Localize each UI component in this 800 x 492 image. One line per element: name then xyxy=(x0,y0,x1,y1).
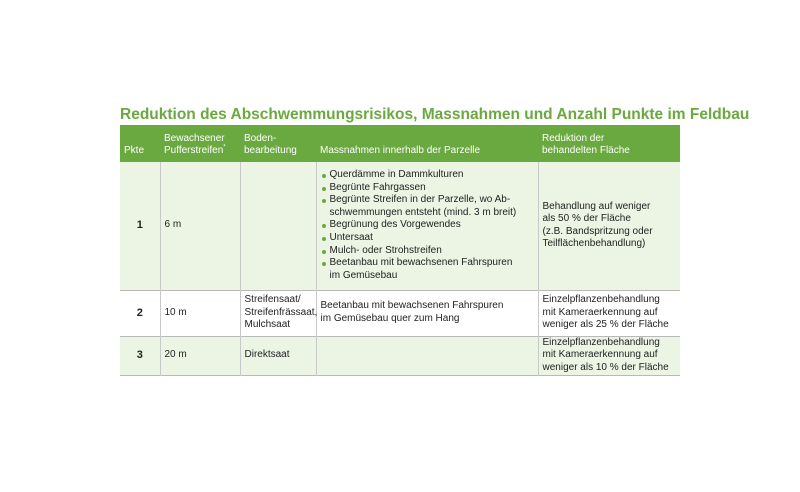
row-reduction: Behandlung auf weniger als 50 % der Fläche (z.B. Bandspritzung oder Teilflächenbehandlung) xyxy=(538,162,680,290)
header-reduction: Reduktion der behandelten Fläche xyxy=(542,132,630,157)
row-points: 3 xyxy=(136,349,143,362)
points-table xyxy=(120,125,680,376)
header-buffer-label: Bewachsener Pufferstreifen xyxy=(164,132,225,157)
row-points: 1 xyxy=(136,219,143,232)
table-row xyxy=(120,290,680,336)
list-item: Begrünte Streifen in der Parzelle, wo Ab- schwemmungen entsteht (mind. 3 m breit) xyxy=(321,194,534,219)
row-reduction: Einzelpflanzenbehandlung mit Kameraerkennung auf weniger als 25 % der Fläche xyxy=(538,290,680,336)
row-soil: Direktsaat xyxy=(240,336,316,375)
table-header-row xyxy=(120,125,680,162)
header-buffer-strip xyxy=(160,125,240,162)
row-buffer: 10 m xyxy=(160,290,240,336)
table-row xyxy=(120,336,680,375)
row-measures xyxy=(316,336,538,375)
row-soil xyxy=(240,162,316,290)
list-item: Mulch- oder Strohstreifen xyxy=(321,245,534,258)
list-item: Querdämme in Dammkulturen xyxy=(321,169,534,182)
header-buffer-footnote-mark: * xyxy=(223,145,226,152)
row-measures xyxy=(316,162,538,290)
list-item: Begrünte Fahrgassen xyxy=(321,182,534,195)
row-buffer: 20 m xyxy=(160,336,240,375)
row-buffer: 6 m xyxy=(160,162,240,290)
table-row xyxy=(120,162,680,290)
row-points: 2 xyxy=(136,306,143,319)
header-soil-cultivation: Boden- bearbeitung xyxy=(244,132,297,157)
row-measures: Beetanbau mit bewachsenen Fahrspuren im Gemüsebau quer zum Hang xyxy=(316,290,538,336)
list-item: Beetanbau mit bewachsenen Fahrspuren im Gemüsebau xyxy=(321,257,534,282)
header-pkte: Pkte xyxy=(124,145,145,157)
header-measures: Massnahmen innerhalb der Parzelle xyxy=(320,145,481,157)
row-soil: Streifensaat/ Streifenfrässaat, Mulchsaat xyxy=(240,290,316,336)
list-item: Untersaat xyxy=(321,232,534,245)
measures-list xyxy=(321,169,534,282)
row-reduction: Einzelpflanzenbehandlung mit Kameraerkennung auf weniger als 10 % der Fläche xyxy=(538,336,680,375)
table-title: Reduktion des Abschwemmungsrisikos, Massnahmen und Anzahl Punkte im Feldbau xyxy=(120,106,750,123)
list-item: Begrünung des Vorgewendes xyxy=(321,219,534,232)
